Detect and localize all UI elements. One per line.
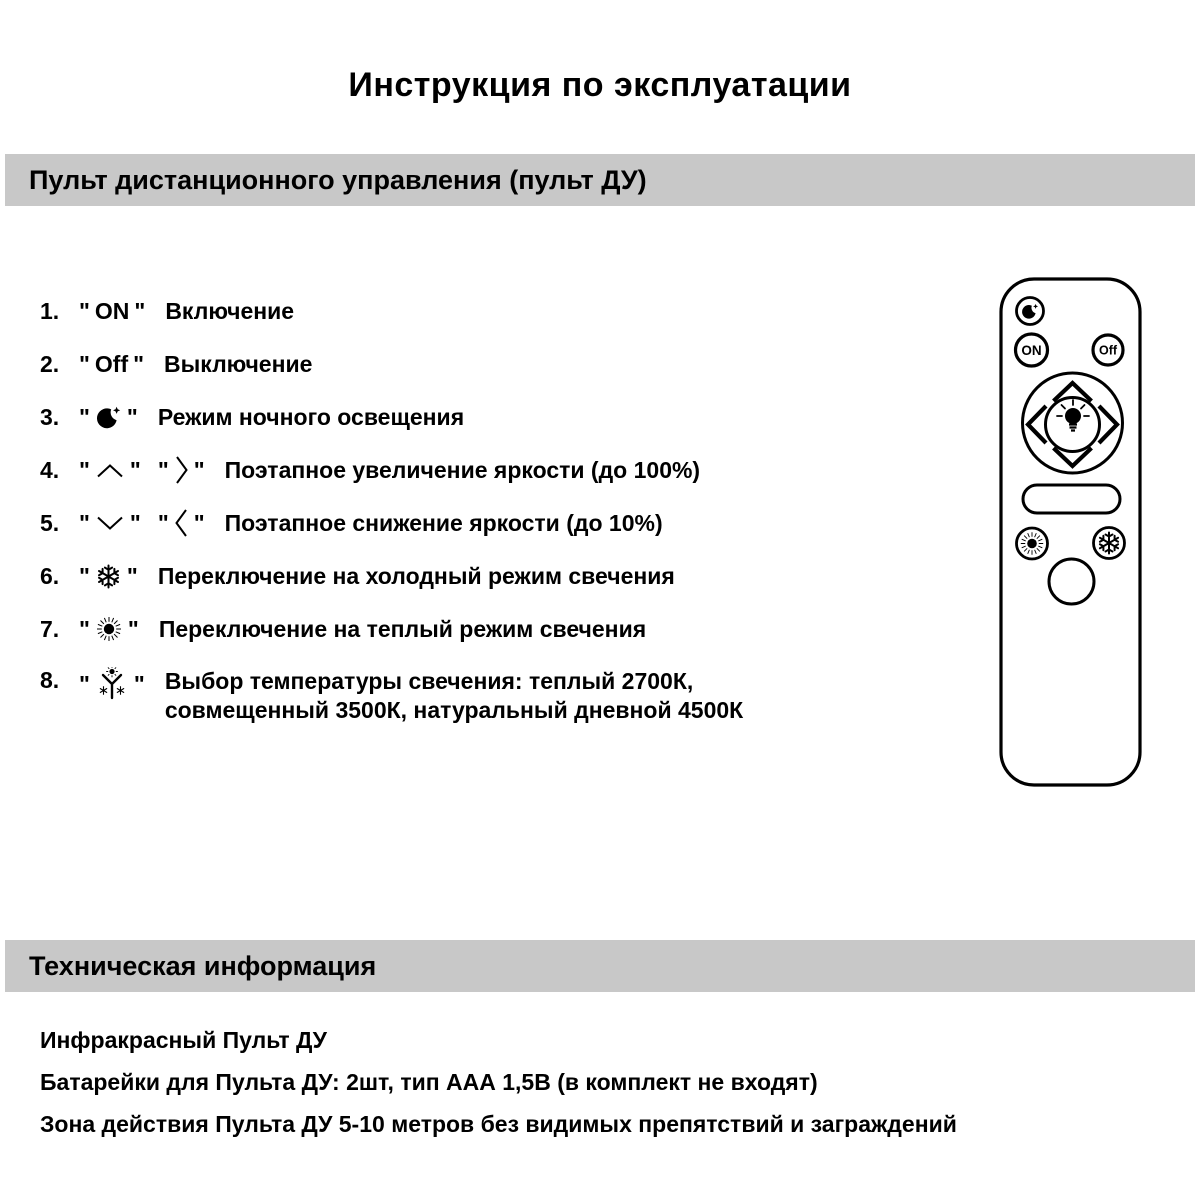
quote-mark: ": [134, 297, 146, 324]
quote-mark: ": [79, 350, 90, 377]
section-header-technical: [5, 940, 1195, 992]
quote-mark: ": [129, 456, 141, 483]
section-header-remote: [5, 154, 1195, 206]
sun-icon: [95, 615, 123, 643]
technical-info-line: Батарейки для Пульта ДУ: 2шт, тип ААА 1,5В (в комплект не входят): [40, 1068, 818, 1095]
symbol-group: [74, 667, 150, 701]
quote-mark: ": [157, 509, 169, 536]
list-item-text: Поэтапное снижение яркости (до 10%): [224, 509, 663, 536]
list-item-text: Поэтапное увеличение яркости (до 100%): [224, 456, 701, 483]
technical-info: [40, 1025, 957, 1151]
list-item-text: Переключение на холодный режим свечения: [157, 562, 675, 589]
quote-mark: ": [127, 615, 139, 642]
list-item: [40, 667, 743, 725]
quote-mark: ": [79, 615, 90, 642]
quote-mark: ": [79, 562, 90, 589]
list-item: [40, 614, 743, 644]
remote-illustration: [998, 277, 1144, 789]
symbol-group: [74, 615, 144, 643]
symbol-group: [74, 457, 146, 484]
quote-mark: ": [126, 403, 138, 430]
warm-mode-sun-icon: [1021, 532, 1043, 554]
off-button-label: Off: [1098, 343, 1118, 358]
bottom-round-button: [1049, 559, 1094, 604]
symbol-group: [74, 298, 150, 325]
list-item: [40, 402, 743, 432]
list-item-number: 4.: [40, 456, 60, 483]
remote-instructions-list: [40, 296, 743, 748]
quote-mark: ": [133, 350, 145, 377]
chevron-right-icon: [174, 454, 189, 486]
quote-mark: ": [126, 562, 138, 589]
list-item-text-block: [165, 667, 743, 725]
section-header-technical-label: Техническая информация: [29, 950, 377, 981]
on-button-label: ON: [1021, 343, 1042, 358]
technical-info-line: Инфракрасный Пульт ДУ: [40, 1026, 327, 1053]
list-item: [40, 349, 743, 379]
symbol-group: [74, 510, 146, 537]
chevron-down-icon: [95, 515, 125, 532]
scene-pill-button: [1023, 485, 1120, 513]
list-item-number: 8.: [40, 667, 60, 693]
list-item-text: Выключение: [164, 350, 313, 377]
chevron-up-icon: [95, 462, 125, 479]
list-item-text: совмещенный 3500К, натуральный дневной 4500К: [164, 697, 744, 723]
quote-mark: ": [157, 456, 169, 483]
quote-mark: ": [129, 509, 141, 536]
page-title: Инструкция по эксплуатации: [348, 66, 852, 104]
symbol-group: [74, 563, 143, 590]
remote-illustration-svg: [998, 277, 1144, 789]
list-item-number: 7.: [40, 615, 60, 642]
list-item-text: Переключение на теплый режим свечения: [158, 615, 647, 642]
snowflake-icon: [95, 563, 122, 590]
quote-mark: ": [193, 509, 205, 536]
list-item-number: 2.: [40, 350, 60, 377]
list-item-text: Выбор температуры свечения: теплый 2700К,: [164, 668, 694, 694]
list-item: [40, 561, 743, 591]
list-item-text: Режим ночного освещения: [157, 403, 465, 430]
quote-mark: ": [133, 670, 145, 697]
list-item-number: 6.: [40, 562, 60, 589]
temperature-select-icon: [95, 667, 129, 701]
list-item: [40, 455, 743, 485]
quote-mark: ": [79, 509, 90, 536]
quote-mark: ": [193, 456, 205, 483]
symbol-group: [153, 454, 210, 486]
moon-icon: [95, 403, 122, 432]
symbol-group: [153, 507, 210, 539]
symbol-label: ON: [94, 297, 130, 324]
section-header-remote-label: Пульт дистанционного управления (пульт ДУ): [29, 164, 647, 195]
list-item-number: 5.: [40, 509, 60, 536]
list-item-number: 3.: [40, 403, 60, 430]
list-item: [40, 508, 743, 538]
list-item-number: 1.: [40, 297, 60, 324]
quote-mark: ": [79, 297, 90, 324]
quote-mark: ": [79, 403, 90, 430]
technical-info-line: Зона действия Пульта ДУ 5-10 метров без видимых препятствий и заграждений: [40, 1110, 957, 1137]
quote-mark: ": [79, 670, 90, 697]
symbol-group: [74, 403, 143, 432]
symbol-group: [74, 351, 149, 378]
chevron-left-icon: [174, 507, 189, 539]
list-item: [40, 296, 743, 326]
quote-mark: ": [79, 456, 90, 483]
list-item-text: Включение: [165, 297, 295, 324]
symbol-label: Off: [94, 350, 129, 377]
